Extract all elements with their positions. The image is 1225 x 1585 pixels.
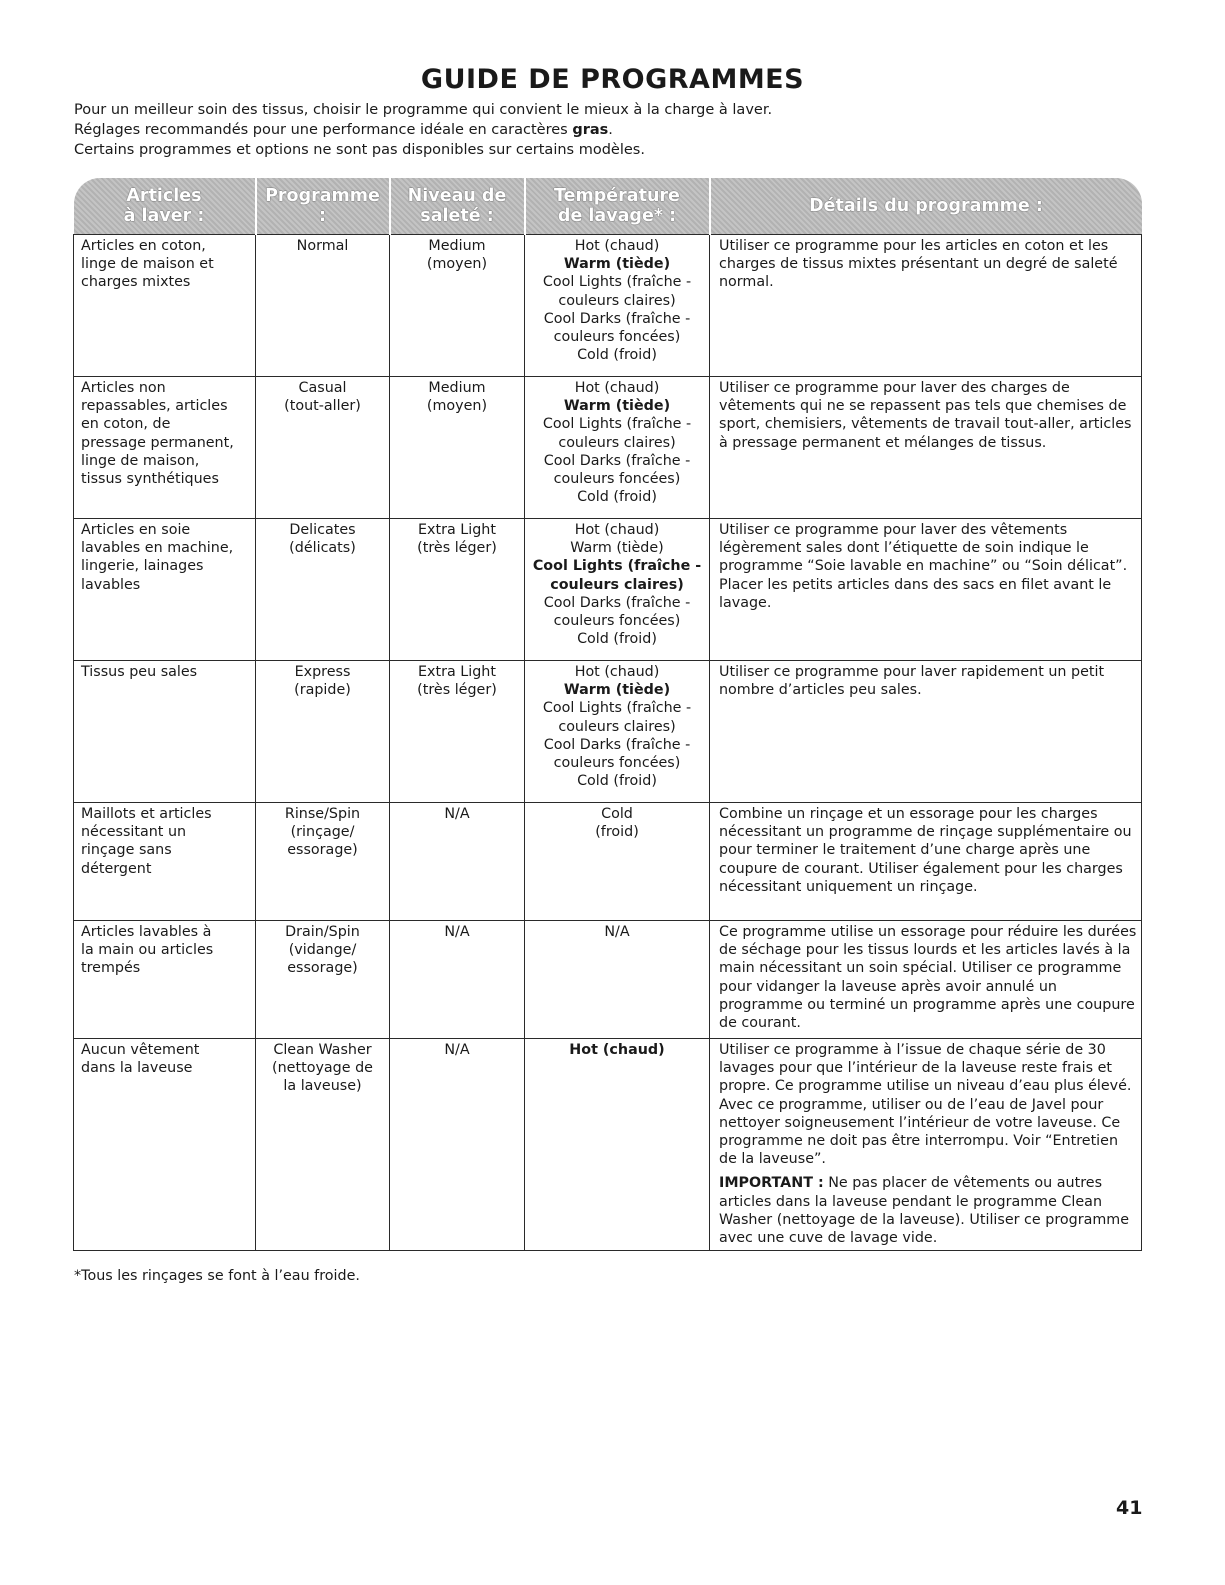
temperature-line: Hot (chaud) [569, 1042, 665, 1058]
intro-line-2-suffix: . [608, 122, 613, 138]
temperature-line: Cool Lights (fraîche - [542, 274, 692, 291]
cell-articles [74, 661, 256, 803]
temperature-line: Cool Lights (fraîche - [542, 416, 692, 433]
cell-programme [256, 803, 390, 921]
temperature-line: (froid) [595, 824, 639, 841]
details-paragraph: Utiliser ce programme à l’issue de chaque série de 30 lavages pour que l’intérieur de la laveuse reste frais et propre. Ce programme utilise un niveau d’eau plus élevé. Avec ce programme, utiliser ou de l’eau de Javel pour nettoyer soigneusement l’intérieur de votre laveuse. Ce programme ne doit pas être interrompu. Voir “Entretien de la laveuse”. [719, 1042, 1132, 1168]
table-row [74, 921, 1142, 1039]
programme-line: Drain/Spin [285, 924, 360, 940]
important-label: IMPORTANT : [719, 1175, 824, 1192]
important-text: Ne pas placer de vêtements ou autres articles dans la laveuse pendant le programme Clean Washer (nettoyage de la laveuse). Utiliser ce programme avec une cuve de lavage vide. [719, 1175, 1130, 1247]
cell-articles [74, 235, 256, 377]
temperature-line: Cold (froid) [577, 347, 657, 364]
header-details [710, 178, 1142, 235]
cell-salete [390, 377, 525, 519]
intro-line-1: Pour un meilleur soin des tissus, choisir le programme qui convient le mieux à la charge à laver. [74, 102, 773, 118]
important-note [719, 1174, 1137, 1247]
cell-salete [390, 921, 525, 1039]
programme-line: (nettoyage de [272, 1060, 373, 1077]
articles-line: lavables en machine, [81, 540, 234, 557]
temperature-line: couleurs foncées) [553, 329, 681, 346]
header-temperature [525, 178, 710, 235]
temperature-line: couleurs foncées) [553, 755, 681, 772]
header-salete-line: Niveau de [407, 186, 507, 206]
cell-salete [390, 519, 525, 661]
temperature-line: couleurs claires) [558, 292, 676, 309]
temperature-line: couleurs foncées) [553, 613, 681, 630]
cell-temperature [525, 235, 710, 377]
temperature-line: Warm (tiède) [563, 256, 671, 273]
table-row [74, 661, 1142, 803]
salete-line: N/A [444, 1042, 470, 1058]
salete-line: Extra Light [418, 664, 496, 680]
page-title: GUIDE DE PROGRAMMES [420, 64, 805, 95]
cell-salete [390, 803, 525, 921]
details-paragraph: Utiliser ce programme pour laver des vêtements légèrement sales dont l’étiquette de soin indique le programme “Soie lavable en machine” ou “Soin délicat”. Placer les petits articles dans des sacs en filet avant le lavage. [719, 522, 1128, 611]
table-row [74, 377, 1142, 519]
temperature-line: Warm (tiède) [563, 682, 671, 699]
programme-line: Express [294, 664, 351, 680]
salete-line: (moyen) [426, 256, 488, 273]
cell-salete [390, 235, 525, 377]
cell-programme [256, 661, 390, 803]
intro-line-3: Certains programmes et options ne sont pas disponibles sur certains modèles. [74, 142, 645, 158]
programme-line: (vidange/ [288, 942, 357, 959]
cell-temperature [525, 377, 710, 519]
temperature-line: couleurs claires) [558, 718, 676, 735]
intro-line-2-prefix: Réglages recommandés pour une performance idéale en caractères [74, 122, 573, 138]
temperature-line: couleurs claires) [558, 434, 676, 451]
temperature-line: couleurs claires) [550, 576, 684, 593]
header-details-line: Détails du programme : [809, 196, 1043, 216]
cell-details [710, 519, 1142, 661]
cell-articles [74, 519, 256, 661]
programme-line: Rinse/Spin [284, 806, 361, 822]
temperature-line: N/A [604, 924, 630, 940]
header-articles [74, 178, 256, 235]
articles-line: Tissus peu sales [81, 664, 198, 680]
cell-temperature [525, 661, 710, 803]
salete-line: Medium [428, 380, 486, 396]
articles-line: Articles en coton, [81, 238, 206, 254]
programme-line: Clean Washer [273, 1042, 372, 1058]
cell-articles [74, 377, 256, 519]
table-body [74, 235, 1142, 1251]
cell-programme [256, 235, 390, 377]
details-paragraph: Utiliser ce programme pour les articles en coton et les charges de tissus mixtes présentant un degré de saleté normal. [719, 238, 1118, 291]
articles-line: rinçage sans [81, 842, 172, 859]
programme-line: essorage) [287, 842, 358, 859]
cell-details [710, 921, 1142, 1039]
temperature-line: Cool Lights (fraîche - [532, 558, 702, 575]
articles-line: Aucun vêtement [81, 1042, 200, 1058]
header-articles-line: à laver : [123, 206, 205, 226]
salete-line: (très léger) [417, 682, 497, 699]
details-paragraph: Combine un rinçage et un essorage pour les charges nécessitant un programme de rinçage supplémentaire ou pour terminer le traitement d’une charge après une coupure de courant. Utiliser également pour les charges nécessitant uniquement un rinçage. [719, 806, 1132, 895]
salete-line: N/A [444, 806, 470, 822]
articles-line: linge de maison, [81, 452, 200, 469]
cell-salete [390, 661, 525, 803]
header-programme [256, 178, 390, 235]
articles-line: la main ou articles [81, 942, 214, 959]
intro-text [74, 100, 1154, 160]
cell-programme [256, 1039, 390, 1251]
intro-line-2-bold: gras [572, 122, 609, 138]
programme-line: Casual [298, 380, 347, 396]
cell-temperature [525, 1039, 710, 1251]
cell-programme [256, 519, 390, 661]
cell-details [710, 803, 1142, 921]
cell-temperature [525, 921, 710, 1039]
cell-details [710, 661, 1142, 803]
cell-programme [256, 921, 390, 1039]
articles-line: repassables, articles [81, 398, 228, 415]
programme-line: la laveuse) [283, 1078, 362, 1095]
temperature-line: Cold (froid) [577, 631, 657, 648]
temperature-line: couleurs foncées) [553, 471, 681, 488]
table-row [74, 1039, 1142, 1251]
salete-line: (moyen) [426, 398, 488, 415]
articles-line: détergent [81, 860, 152, 877]
articles-line: Articles en soie [81, 522, 191, 538]
header-salete [390, 178, 525, 235]
table-row [74, 803, 1142, 921]
articles-line: nécessitant un [81, 824, 187, 841]
header-programme-line: Programme : [265, 186, 380, 226]
temperature-line: Warm (tiède) [570, 540, 664, 557]
temperature-line: Cool Darks (fraîche - [543, 310, 691, 327]
programme-line: Normal [296, 238, 349, 254]
cycle-guide-table [73, 178, 1142, 1251]
header-temperature-line: de lavage* : [557, 206, 677, 226]
salete-line: (très léger) [417, 540, 497, 557]
cell-salete [390, 1039, 525, 1251]
temperature-line: Hot (chaud) [574, 522, 660, 538]
details-paragraph: Ce programme utilise un essorage pour réduire les durées de séchage pour les tissus lourds et les articles lavés à la main nécessitant un soin spécial. Utiliser ce programme pour vidanger la laveuse après avoir annulé un programme ou terminé un programme après une coupure de courant. [719, 924, 1137, 1032]
programme-line: (rapide) [294, 682, 351, 699]
articles-line: pressage permanent, [81, 434, 234, 451]
temperature-line: Cold [601, 806, 633, 822]
page-number: 41 [1116, 1497, 1143, 1519]
articles-line: Articles non [81, 380, 166, 396]
cell-articles [74, 921, 256, 1039]
intro-line-2 [74, 120, 1154, 140]
programme-line: essorage) [287, 960, 358, 977]
salete-line: N/A [444, 924, 470, 940]
cell-temperature [525, 519, 710, 661]
programme-line: (délicats) [289, 540, 356, 557]
cell-programme [256, 377, 390, 519]
articles-line: lingerie, lainages [81, 558, 204, 575]
temperature-line: Hot (chaud) [574, 380, 660, 396]
cell-details [710, 377, 1142, 519]
table-row [74, 235, 1142, 377]
temperature-line: Cool Lights (fraîche - [542, 700, 692, 717]
header-salete-line: saleté : [420, 206, 494, 226]
details-paragraph: Utiliser ce programme pour laver des charges de vêtements qui ne se repassent pas tels que chemises de sport, chemisiers, vêtements de travail tout-aller, articles à pressage permanent et mélanges de tissus. [719, 380, 1132, 451]
articles-line: Maillots et articles [81, 806, 212, 822]
articles-line: linge de maison et [81, 256, 214, 273]
temperature-line: Cool Darks (fraîche - [543, 594, 691, 611]
cell-details [710, 1039, 1142, 1251]
table-header-row [74, 178, 1142, 235]
temperature-line: Cool Darks (fraîche - [543, 736, 691, 753]
articles-line: trempés [81, 960, 141, 977]
table-row [74, 519, 1142, 661]
programme-line: (rinçage/ [290, 824, 355, 841]
temperature-line: Hot (chaud) [574, 664, 660, 680]
temperature-line: Hot (chaud) [574, 238, 660, 254]
temperature-line: Warm (tiède) [563, 398, 671, 415]
header-temperature-line: Température [554, 186, 680, 206]
articles-line: dans la laveuse [81, 1060, 193, 1077]
cell-details [710, 235, 1142, 377]
header-articles-line: Articles [126, 186, 202, 206]
articles-line: Articles lavables à [81, 924, 212, 940]
articles-line: en coton, de [81, 416, 171, 433]
salete-line: Extra Light [418, 522, 496, 538]
articles-line: charges mixtes [81, 274, 191, 291]
temperature-line: Cool Darks (fraîche - [543, 452, 691, 469]
cell-articles [74, 1039, 256, 1251]
salete-line: Medium [428, 238, 486, 254]
details-paragraph: Utiliser ce programme pour laver rapidement un petit nombre d’articles peu sales. [719, 664, 1105, 699]
programme-line: (tout-aller) [284, 398, 361, 415]
cell-temperature [525, 803, 710, 921]
cell-articles [74, 803, 256, 921]
articles-line: lavables [81, 576, 141, 593]
articles-line: tissus synthétiques [81, 471, 219, 488]
temperature-line: Cold (froid) [577, 773, 657, 790]
footnote: *Tous les rinçages se font à l’eau froide. [74, 1268, 360, 1284]
programme-line: Delicates [289, 522, 356, 538]
temperature-line: Cold (froid) [577, 489, 657, 506]
